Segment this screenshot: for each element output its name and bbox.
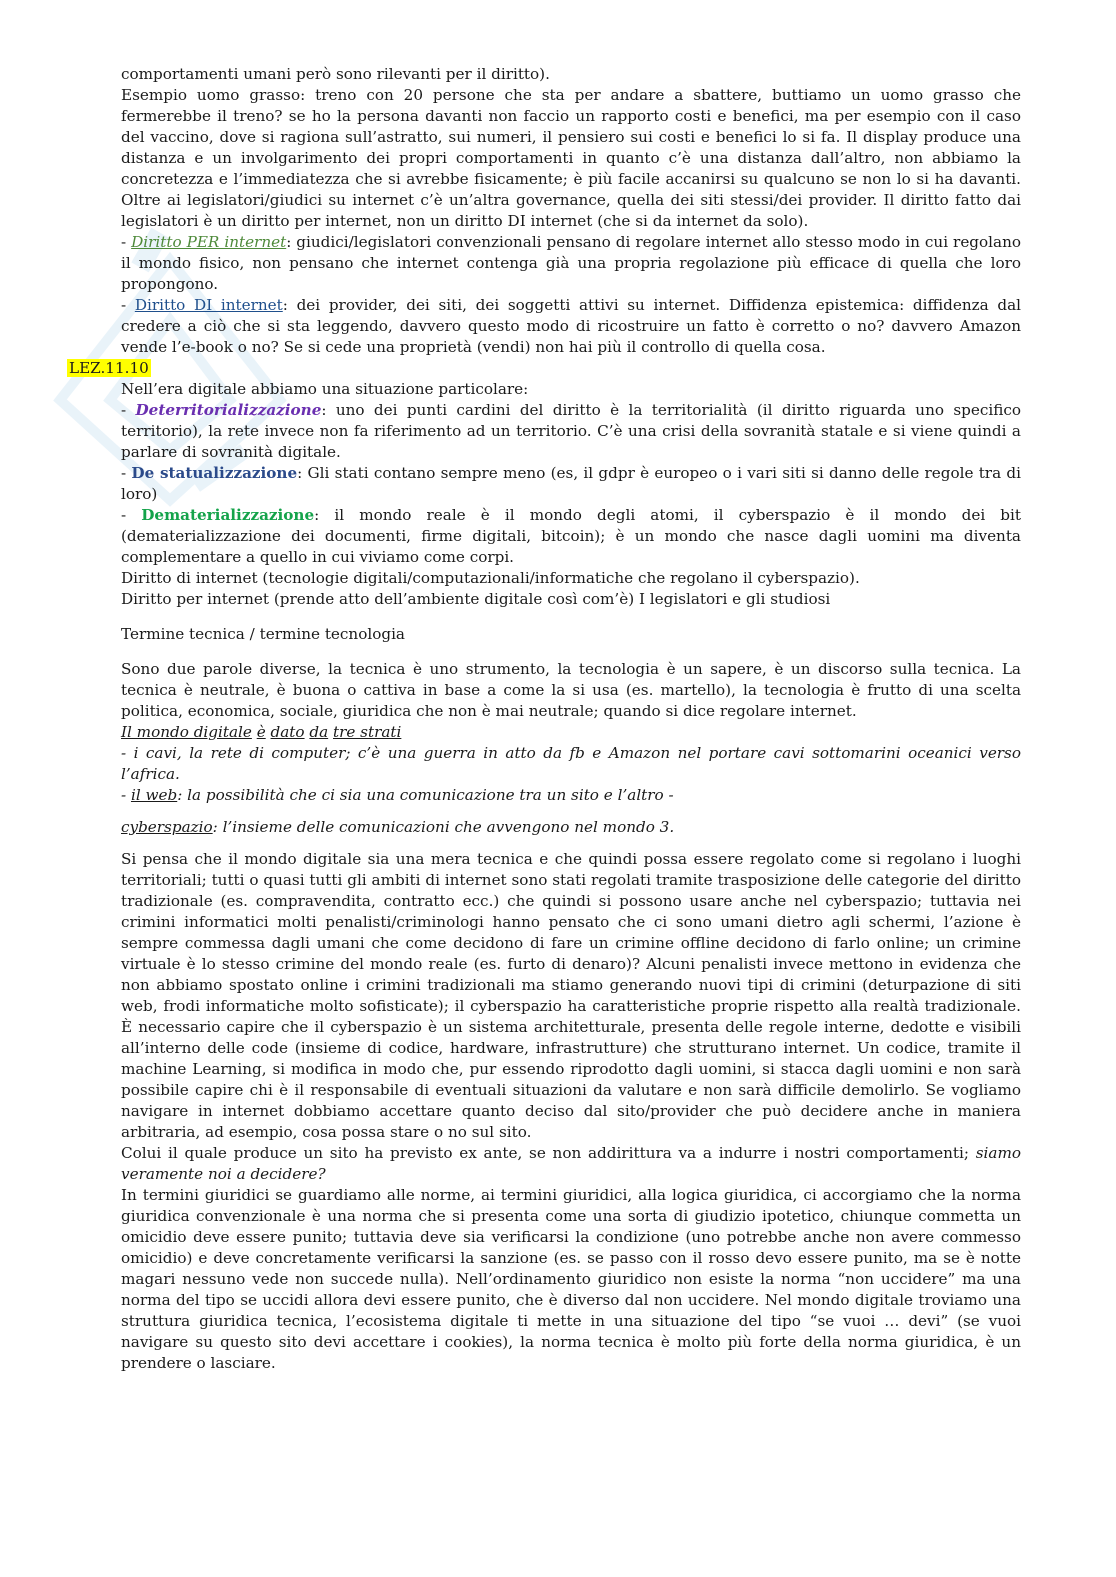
term-definition: : la possibilità che ci sia una comunicazione tra un sito e l’altro -	[177, 786, 674, 804]
paragraph: comportamenti umani però sono rilevanti per il diritto).	[121, 65, 550, 83]
question-text: siamo veramente noi a decidere?	[121, 1144, 1021, 1183]
term-definition: : il mondo reale è il mondo degli atomi, il cyberspazio è il mondo dei bit (dematerializzazione dei documenti, firme digitali, bitcoin); è un mondo che nasce dagli uomini ma diventa complementare a quello in cui viviamo come corpi.	[121, 506, 1021, 566]
paragraph	[121, 1143, 1021, 1185]
paragraph: Sono due parole diverse, la tecnica è uno strumento, la tecnologia è un sapere, è un discorso sulla tecnica. La tecnica è neutrale, è buona o cattiva in base a come la si usa (es. martello), la tecnologia è frutto di una scelta politica, economica, sociale, giuridica che non è mai neutrale; quando si dice regolare internet.	[121, 660, 1021, 720]
term-definition: : dei provider, dei siti, dei soggetti attivi su internet. Diffidenza epistemica: diffidenza dal credere a ciò che si sta leggendo, davvero questo modo di ricostruire un fatto è corretto o no? davvero Amazon vende l’e-book o no? Se si cede una proprietà (vendi) non hai più il controllo di quella cosa.	[121, 296, 1021, 356]
term-cyberspazio: cyberspazio	[121, 818, 213, 836]
list-dash: -	[121, 233, 132, 251]
term-definition: : Gli stati contano sempre meno (es, il gdpr è europeo o i vari siti si danno delle regole tra di loro)	[121, 464, 1021, 503]
subheading-part: Il mondo digitale	[121, 723, 252, 741]
document-page	[69, 64, 1022, 1374]
lesson-label-row	[67, 358, 1021, 379]
term-diritto-per-internet: Diritto PER internet	[131, 233, 287, 251]
paragraph: Diritto per internet (prende atto dell’ambiente digitale così com’è) I legislatori e gli studiosi	[121, 590, 831, 608]
list-item	[121, 295, 1021, 358]
list-dash: -	[121, 401, 136, 419]
list-item	[121, 505, 1021, 568]
list-item	[121, 400, 1021, 463]
term-web: il web	[130, 786, 178, 804]
term-dematerializzazione: Dematerializzazione	[141, 506, 315, 524]
list-item	[121, 785, 1021, 806]
paragraph: Si pensa che il mondo digitale sia una mera tecnica e che quindi possa essere regolato come si regolano i luoghi territoriali; tutti o quasi tutti gli ambiti di internet sono stati regolati tramite trasposizione delle categorie del diritto tradizionale (es. compravendita, contratto ecc.) che quindi si possono usare anche nel cyberspazio; tuttavia nei crimini informatici molti penalisti/criminologi hanno pensato che ci sono umani dietro agli schermi, l’azione è sempre commessa dagli umani che come decidono di fare un crimine offline decidono di farlo online; un crimine virtuale è lo stesso crimine del mondo reale (es. furto di denaro)? Alcuni penalisti invece mettono in evidenza che non abbiamo spostato online i crimini tradizionali ma stiamo generando nuovi tipi di crimini (deturpazione di siti web, frodi informatiche molto sofisticate); il cyberspazio ha caratteristiche proprie rispetto alla realtà tradizionale. È necessario capire che il cyberspazio è un sistema architetturale, presenta delle regole interne, dedotte e visibili all’interno delle code (insieme di codice, hardware, infrastrutture) che strutturano internet. Un codice, tramite il machine Learning, si modifica in modo che, pur essendo riprodotto dagli uomini, si stacca dagli uomini e non sarà possibile capire chi è il responsabile di eventuali situazioni da valutare e non sarà difficile demolirlo. Se vogliamo navigare in internet dobbiamo accettare quanto deciso dal sito/provider che può decidere anche in maniera arbitraria, ad esempio, cosa possa stare o no sul sito.	[121, 850, 1021, 1141]
subheading-part: da	[309, 723, 329, 741]
subheading-part: è	[256, 723, 266, 741]
lesson-label: LEZ.11.10	[69, 359, 149, 377]
paragraph: Nell’era digitale abbiamo una situazione particolare:	[121, 380, 529, 398]
list-dash: -	[121, 506, 142, 524]
list-item: - i cavi, la rete di computer; c’è una guerra in atto da fb e Amazon nel portare cavi sottomarini oceanici verso l’africa.	[121, 744, 1021, 783]
paragraph: In termini giuridici se guardiamo alle norme, ai termini giuridici, alla logica giuridica, ci accorgiamo che la norma giuridica convenzionale è una norma che si presenta come una sorta di giudizio ipotetico, chiunque commetta un omicidio deve essere punito; tuttavia deve sia verificarsi la condizione (uno potrebbe anche non avere commesso omicidio) e deve concretamente verificarsi la sanzione (es. se passo con il rosso devo essere punito, ma se è notte magari nessuno vede non succede nulla). Nell’ordinamento giuridico non esiste la norma “non uccidere” ma una norma del tipo se uccidi allora devi essere punito, che è diverso dal non uccidere. Nel mondo digitale troviamo una struttura giuridica tecnica, l’ecosistema digitale ti mette in una situazione del tipo “se vuoi … devi” (se vuoi navigare su questo sito devi accettare i cookies), la norma tecnica è molto più forte della norma giuridica, è un prendere o lasciare.	[121, 1186, 1021, 1372]
section-heading: Termine tecnica / termine tecnologia	[121, 625, 405, 643]
list-dash: -	[121, 464, 132, 482]
term-de-statualizzazione: De statualizzazione	[131, 464, 298, 482]
paragraph: Esempio uomo grasso: treno con 20 persone che sta per andare a sbattere, buttiamo un uomo grasso che fermerebbe il treno? se ho la persona davanti non faccio un rapporto costi e benefici, ma per esempio con il caso del vaccino, dove si ragiona sull’astratto, sui numeri, il pensiero sui costi e benefici lo si fa. Il display produce una distanza e un involgarimento dei propri comportamenti in quanto c’è una distanza dall’altro, non abbiamo la concretezza e l’immediatezza che si avrebbe fisicamente; è più facile accanirsi su qualcuno se non lo si ha davanti. Oltre ai legislatori/giudici su internet c’è un’altra governance, quella dei siti stessi/dei provider. Il diritto fatto dai legislatori è un diritto per internet, non un diritto DI internet (che si da internet da solo).	[121, 86, 1021, 230]
paragraph: Diritto di internet (tecnologie digitali/computazionali/informatiche che regolano il cyberspazio).	[121, 569, 860, 587]
term-definition: : uno dei punti cardini del diritto è la territorialità (il diritto riguarda uno specifico territorio), la rete invece non fa riferimento ad un territorio. C’è una crisi della sovranità statale e si viene quindi a parlare di sovranità digitale.	[121, 401, 1021, 461]
subheading-part: tre strati	[333, 723, 402, 741]
subheading-part: dato	[270, 723, 305, 741]
list-item	[121, 232, 1021, 295]
term-diritto-di-internet: Diritto DI internet	[134, 296, 283, 314]
list-item	[121, 817, 1021, 838]
paragraph-text: Colui il quale produce un sito ha previsto ex ante, se non addirittura va a indurre i nostri comportamenti;	[121, 1144, 976, 1162]
list-item	[121, 463, 1021, 505]
subheading-mondo-digitale	[121, 722, 1021, 743]
term-deterritorializzazione: Deterritorializzazione	[135, 401, 322, 419]
term-definition: : l’insieme delle comunicazioni che avvengono nel mondo 3.	[212, 818, 675, 836]
term-definition: : giudici/legislatori convenzionali pensano di regolare internet allo stesso modo in cui regolano il mondo fisico, non pensano che internet contenga già una propria regolazione più efficace di quella che loro propongono.	[121, 233, 1022, 293]
list-dash: -	[121, 786, 131, 804]
list-dash: -	[121, 296, 135, 314]
